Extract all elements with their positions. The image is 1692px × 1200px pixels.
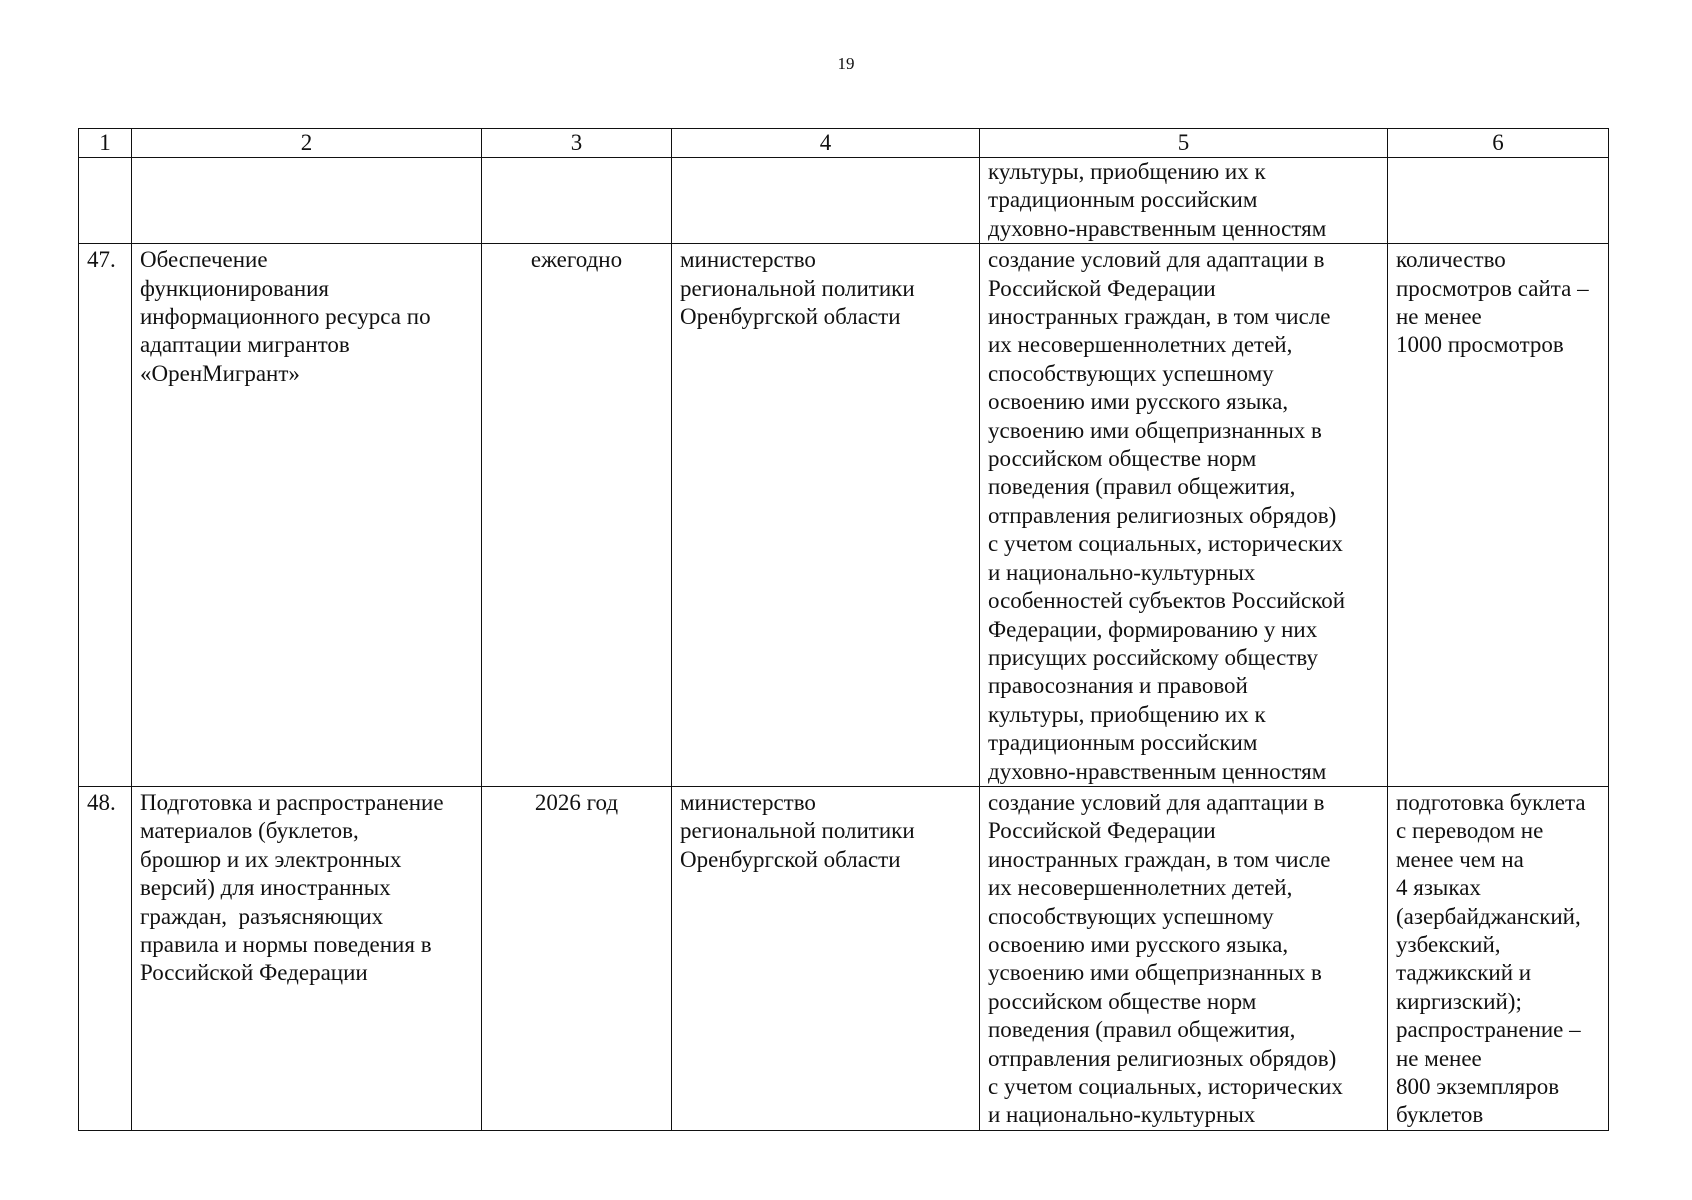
- text-line: усвоению ими общепризнанных в: [988, 417, 1322, 443]
- text-line: версий) для иностранных: [140, 875, 391, 901]
- cell-empty: [482, 158, 672, 244]
- text-line: усвоению ими общепризнанных в: [988, 960, 1322, 986]
- text-line: функционирования: [140, 275, 330, 301]
- cell-responsible: [672, 786, 980, 1130]
- text-line: узбекский,: [1396, 931, 1501, 957]
- text-line: освоению ими русского языка,: [988, 931, 1289, 957]
- text-line: региональной политики: [680, 818, 915, 844]
- text-line: Оренбургской области: [680, 846, 901, 872]
- text-line: министерство: [680, 789, 816, 815]
- cell-term: ежегодно: [482, 244, 672, 787]
- cell-term: 2026 год: [482, 786, 672, 1130]
- text-line: иностранных граждан, в том числе: [988, 846, 1331, 872]
- cell-empty: [672, 158, 980, 244]
- text-line: духовно-нравственным ценностям: [988, 215, 1327, 241]
- text-line: киргизский);: [1396, 988, 1522, 1014]
- continuation-row: [79, 158, 1609, 244]
- text-line: не менее: [1396, 304, 1482, 330]
- text-line: отправления религиозных обрядов): [988, 1045, 1337, 1071]
- text-line: поведения (правил общежития,: [988, 1017, 1296, 1043]
- text-line: (азербайджанский,: [1396, 903, 1581, 929]
- text-line: присущих российскому обществу: [988, 644, 1319, 670]
- text-line: 1000 просмотров: [1396, 332, 1564, 358]
- cell-result: [980, 158, 1388, 244]
- text-line: буклетов: [1396, 1102, 1484, 1128]
- text-line: традиционным российским: [988, 187, 1258, 213]
- text-line: Обеспечение: [140, 247, 268, 273]
- cell-empty: [1388, 158, 1609, 244]
- text-line: «ОренМигрант»: [140, 360, 300, 386]
- text-line: с переводом не: [1396, 818, 1544, 844]
- text-line: правила и нормы поведения в: [140, 931, 432, 957]
- cell-measure: [132, 786, 482, 1130]
- measures-table: [78, 128, 1609, 1131]
- text-line: распространение –: [1396, 1017, 1581, 1043]
- text-line: культуры, приобщению их к: [988, 701, 1266, 727]
- text-line: российском обществе норм: [988, 988, 1257, 1014]
- text-line: министерство: [680, 247, 816, 273]
- cell-indicator: [1388, 244, 1609, 787]
- header-col-3: 3: [482, 129, 672, 158]
- cell-number: 47.: [79, 244, 132, 787]
- text-line: брошюр и их электронных: [140, 846, 402, 872]
- text-line: способствующих успешному: [988, 360, 1274, 386]
- text-line: освоению ими русского языка,: [988, 389, 1289, 415]
- cell-indicator: [1388, 786, 1609, 1130]
- text-line: особенностей субъектов Российской: [988, 588, 1346, 614]
- cell-result: [980, 786, 1388, 1130]
- text-line: Федерации, формированию у них: [988, 616, 1318, 642]
- text-line: духовно-нравственным ценностям: [988, 758, 1327, 784]
- text-line: региональной политики: [680, 275, 915, 301]
- text-line: просмотров сайта –: [1396, 275, 1589, 301]
- text-line: их несовершеннолетних детей,: [988, 332, 1293, 358]
- text-line: Российской Федерации: [988, 275, 1216, 301]
- table-header-row: [79, 129, 1609, 158]
- text-line: культуры, приобщению их к: [988, 159, 1266, 184]
- cell-number: 48.: [79, 786, 132, 1130]
- text-line: их несовершеннолетних детей,: [988, 875, 1293, 901]
- text-line: менее чем на: [1396, 846, 1524, 872]
- text-line: количество: [1396, 247, 1506, 273]
- cell-empty: [132, 158, 482, 244]
- table-row: [79, 244, 1609, 787]
- text-line: и национально-культурных: [988, 559, 1256, 585]
- page-number: 19: [837, 54, 855, 73]
- table-row: [79, 786, 1609, 1130]
- cell-result: [980, 244, 1388, 787]
- text-line: Оренбургской области: [680, 304, 901, 330]
- header-col-6: 6: [1388, 129, 1609, 158]
- text-line: способствующих успешному: [988, 903, 1274, 929]
- text-line: материалов (буклетов,: [140, 818, 359, 844]
- header-col-2: 2: [132, 129, 482, 158]
- text-line: поведения (правил общежития,: [988, 474, 1296, 500]
- text-line: 4 языках: [1396, 875, 1481, 901]
- text-line: адаптации мигрантов: [140, 332, 350, 358]
- text-line: Российской Федерации: [988, 818, 1216, 844]
- text-line: отправления религиозных обрядов): [988, 502, 1337, 528]
- cell-measure: [132, 244, 482, 787]
- text-line: с учетом социальных, исторических: [988, 531, 1343, 557]
- text-line: не менее: [1396, 1045, 1482, 1071]
- text-line: российском обществе норм: [988, 446, 1257, 472]
- text-line: таджикский и: [1396, 960, 1532, 986]
- text-line: Подготовка и распространение: [140, 789, 444, 815]
- text-line: правосознания и правовой: [988, 673, 1248, 699]
- header-col-1: 1: [79, 129, 132, 158]
- text-line: иностранных граждан, в том числе: [988, 304, 1331, 330]
- text-line: и национально-культурных: [988, 1102, 1256, 1128]
- header-col-4: 4: [672, 129, 980, 158]
- text-line: создание условий для адаптации в: [988, 247, 1325, 273]
- text-line: Российской Федерации: [140, 960, 368, 986]
- text-line: с учетом социальных, исторических: [988, 1074, 1343, 1099]
- cell-responsible: [672, 244, 980, 787]
- text-line: создание условий для адаптации в: [988, 789, 1325, 815]
- header-col-5: 5: [980, 129, 1388, 158]
- text-line: традиционным российским: [988, 730, 1258, 756]
- cell-empty: [79, 158, 132, 244]
- text-line: информационного ресурса по: [140, 304, 431, 330]
- text-line: подготовка буклета: [1396, 789, 1586, 815]
- text-line: граждан, разъясняющих: [140, 903, 384, 929]
- text-line: 800 экземпляров: [1396, 1074, 1560, 1099]
